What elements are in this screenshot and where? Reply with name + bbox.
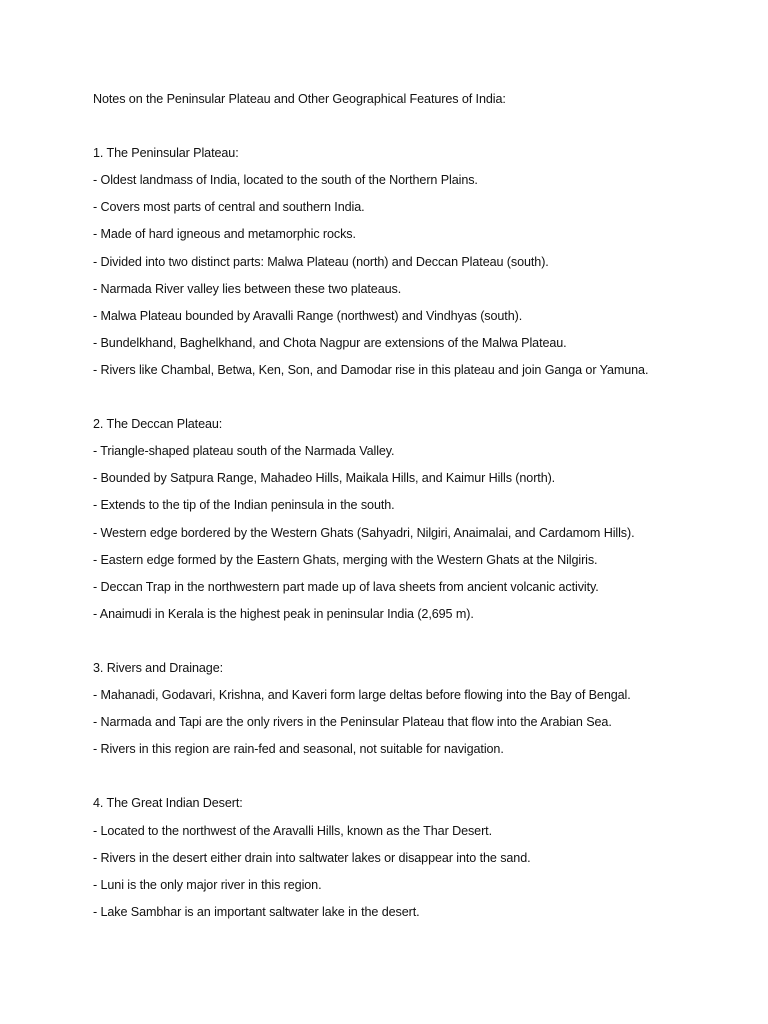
- bullet-point: - Eastern edge formed by the Eastern Ghats, merging with the Western Ghats at the Nilgiris.: [93, 552, 598, 567]
- bullet-point: - Luni is the only major river in this region.: [93, 877, 322, 892]
- bullet-point: - Covers most parts of central and southern India.: [93, 200, 365, 215]
- bullet-point: - Oldest landmass of India, located to the south of the Northern Plains.: [93, 173, 478, 188]
- bullet-point: - Made of hard igneous and metamorphic rocks.: [93, 227, 356, 242]
- section-heading: 3. Rivers and Drainage:: [93, 660, 224, 675]
- bullet-point: - Rivers in this region are rain-fed and seasonal, not suitable for navigation.: [93, 742, 504, 757]
- bullet-point: - Western edge bordered by the Western Ghats (Sahyadri, Nilgiri, Anaimalai, and Cardamom Hills).: [93, 525, 635, 540]
- bullet-point: - Mahanadi, Godavari, Krishna, and Kaveri form large deltas before flowing into the Bay of Bengal.: [93, 688, 631, 703]
- bullet-point: - Bundelkhand, Baghelkhand, and Chota Nagpur are extensions of the Malwa Plateau.: [93, 335, 567, 350]
- bullet-point: - Malwa Plateau bounded by Aravalli Range (northwest) and Vindhyas (south).: [93, 308, 523, 323]
- bullet-point: - Anaimudi in Kerala is the highest peak in peninsular India (2,695 m).: [93, 606, 474, 621]
- document-body: [93, 86, 733, 926]
- section-rivers-and-drainage: [93, 655, 733, 763]
- section-great-indian-desert: [93, 790, 733, 925]
- bullet-point: - Deccan Trap in the northwestern part made up of lava sheets from ancient volcanic activity.: [93, 579, 599, 594]
- bullet-point: - Bounded by Satpura Range, Mahadeo Hills, Maikala Hills, and Kaimur Hills (north).: [93, 471, 556, 486]
- section-heading: 4. The Great Indian Desert:: [93, 796, 243, 811]
- document-title: Notes on the Peninsular Plateau and Other Geographical Features of India:: [93, 92, 506, 106]
- spacer: [93, 384, 733, 411]
- bullet-point: - Narmada and Tapi are the only rivers in the Peninsular Plateau that flow into the Arabian Sea.: [93, 715, 612, 730]
- bullet-point: - Divided into two distinct parts: Malwa Plateau (north) and Deccan Plateau (south).: [93, 254, 549, 269]
- section-deccan-plateau: [93, 411, 733, 628]
- bullet-point: - Extends to the tip of the Indian peninsula in the south.: [93, 498, 395, 513]
- bullet-point: - Triangle-shaped plateau south of the Narmada Valley.: [93, 444, 395, 459]
- section-heading: 2. The Deccan Plateau:: [93, 417, 223, 432]
- bullet-point: - Rivers like Chambal, Betwa, Ken, Son, and Damodar rise in this plateau and join Ganga or Yamuna.: [93, 362, 649, 377]
- bullet-point: - Located to the northwest of the Aravalli Hills, known as the Thar Desert.: [93, 823, 492, 838]
- bullet-point: - Rivers in the desert either drain into saltwater lakes or disappear into the sand.: [93, 850, 531, 865]
- section-peninsular-plateau: [93, 140, 733, 384]
- bullet-point: - Narmada River valley lies between these two plateaus.: [93, 281, 402, 296]
- spacer: [93, 763, 733, 790]
- section-heading: 1. The Peninsular Plateau:: [93, 146, 239, 161]
- spacer: [93, 113, 733, 140]
- bullet-point: - Lake Sambhar is an important saltwater lake in the desert.: [93, 904, 420, 919]
- spacer: [93, 628, 733, 655]
